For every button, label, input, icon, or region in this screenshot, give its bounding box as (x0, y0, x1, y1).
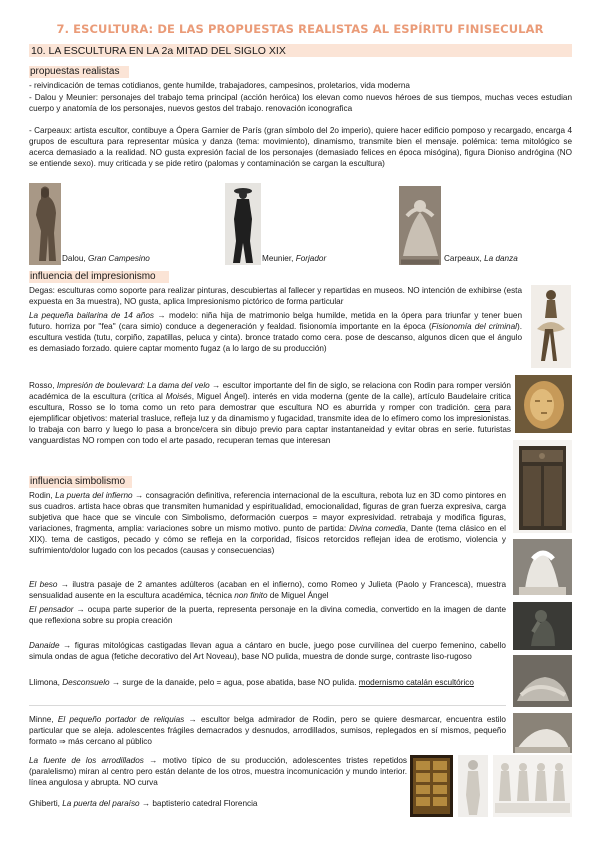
desconsuelo-image (513, 713, 572, 753)
dalou-image (29, 183, 61, 265)
degas-image (531, 285, 571, 368)
rodin-gate-image (513, 440, 572, 533)
realistas-p3: - Carpeaux: artista escultor, contibuye a Ópera Garnier de París (gran símbolo del 2o imperio), quiere hacer edificio pomposo y recargado, encarga 4 grupos de escultura para representar música y danza (tema: movimiento), dinamismo, transmite bien el mensaje. polémica: tema mitológico se acerca demasiado a la realidad. NO gusta expresión facial de los personajes (demasiado felices en época misógina), figura Dioniso andrógina (NO se entiende sexo). muy criticada y se pide retiro (palomas y contaminación se cargan la escultura) (29, 126, 572, 169)
page-title: 7. ESCULTURA: DE LAS PROPUESTAS REALISTAS AL ESPÍRITU FINISECULAR (56, 22, 544, 36)
el-beso-image (513, 539, 572, 595)
el-pensador-image (513, 602, 572, 650)
ghiberti-paragraph: Ghiberti, La puerta del paraíso → baptisterio catedral Florencia (29, 799, 258, 808)
section-title: 10. LA ESCULTURA EN LA 2a MITAD DEL SIGLO XIX (31, 45, 286, 57)
rosso-paragraph: Rosso, Impresión de boulevard: La dama del velo → escultor importante del fin de siglo, se relaciona con Rodin para romper versión académica de la escultura (crítica al Moisés, Miguel Ángel). interés en vida moderna (gente de la calle), artículo Baudelaire critica escultura, Rosso se lo toma como un reto para demostrar que escultura NO es aburrida y romper con tradición. cera para ejemplificar objetivos: material trasluce, refleja luz y da dinamismo y fugacidad, transmite idea de lo efímero como los impresionistas. lo trabaja con barro y luego lo pasa a bronce/cera sin dibujo previo para captar instantaneidad y evitar obras en serie. futuristas vanguardistas NO rompen con todo el arte pasado, recuperan temas que interesan (29, 381, 511, 446)
caption-dalou: Dalou, Gran Campesino (62, 254, 150, 263)
minne-portador-image (458, 755, 488, 817)
rodin-paragraph: Rodin, La puerta del infierno → consagración definitiva, referencia internacional de la escultura, rebota luz en 3D como pintores en sus cuadros. artista hace obras que transmiten humanidad y espiritualidad, emocionalidad, figuras de gran fuerza expresiva, carga subjetiva que hace que se vincule con Simbolismo, deformación cuerpos = mayor expresividad. retrabaja y modifica figuras, variaciones, fragmenta, amplia: variaciones sobre un mismo motivo. punto de partida: Divina comedia, Dante (tema clásico en el XIX). tema de castigos, pecado y cómo se refleja en la corporidad, físicos retorcidos reflejan idea de erotismo, violencia y sufrimiento/dolor lugado con los pecados (causas y consecuencias) (29, 491, 506, 556)
rosso-image (515, 375, 572, 433)
danaide-paragraph: Danaide → figuras mitológicas castigadas llevan agua a cántaro en bucle, juego pose curvilínea del cuerpo femenino, cabello simula ondas de agua (fetiche decorativo del Art Noveau), base NO pulida, muestra de donde surge, contraste liso-rugoso (29, 641, 506, 662)
realistas-p1: - reivindicación de temas cotidianos, gente humilde, trabajadores, campesinos, proletarios, vida moderna (29, 81, 410, 90)
fuente-arrodillados-image (493, 755, 572, 817)
caption-meunier: Meunier, Forjador (262, 254, 327, 263)
heading-simbolismo: influencia simbolismo (30, 476, 126, 487)
realistas-p2: - Dalou y Meunier: personajes del trabajo tema principal (acción heróica) los elevan como nuevos héroes de sus tiempos, muchas veces estudian cuerpo y anatomía de los personajes, nuevos gestos del trabajo. renovación iconografica (29, 93, 572, 114)
bailarina-paragraph: La pequeña bailarina de 14 años → modelo: niña hija de matrimonio belga humilde, metida en la ópera para triunfar y tener buen futuro. horriza por "fea" (cara simio) conduce a degeneración y fealdad. fisionomía importante en la época (Fisionomía del criminal). escultura vestida (tutu, corpiño, zapatillas, peluca y cinta). bronce tratado como cera. pose de descanso, algunos dicen que el ángulo es demasiado forzado. quiere captar momento fugaz (a lo largo de su producción) (29, 311, 522, 354)
heading-realistas: propuestas realistas (30, 66, 120, 77)
degas-paragraph: Degas: esculturas como soporte para realizar pinturas, descubiertas al fallecer y repartidas en museos. NO intención de exhibirse (esta expuesta en 3a muestra), NO gusta, aplica Impresionismo pictórico de forma particular (29, 286, 522, 307)
danaide-image (513, 655, 572, 707)
pensador-paragraph: El pensador → ocupa parte superior de la puerta, representa personaje en la divina comedia, convertido en la imagen de dante que reflexiona sobre su propia creación (29, 605, 507, 626)
divider (29, 705, 506, 706)
fuente-paragraph: La fuente de los arrodillados → motivo típico de su producción, adolescentes tristes repetidos (paralelismo) miran al centro pero están delante de los otros, muestra incomunicación y mundo interior. línea angulosa y abrupta. NO curva (29, 756, 407, 788)
caption-carpeaux: Carpeaux, La danza (444, 254, 518, 263)
minne-paragraph: Minne, El pequeño portador de reliquias → escultor belga admirador de Rodin, pero se quiere desmarcar, encuentra estilo particular que se aleja. adolescentes frágiles demacrados y desnudos, arrodillados, sumisos, replegados en sí mismos, pequeño formato ⇒ más cercano al público (29, 715, 506, 747)
beso-paragraph: El beso → ilustra pasaje de 2 amantes adúlteros (acaban en el infierno), como Romeo y Julieta (Paolo y Francesca), muestra sensualidad ausente en la escultura académica, técnica non finito de Miguel Ángel (29, 580, 506, 601)
ghiberti-door-image (410, 755, 453, 817)
llimona-paragraph: Llimona, Desconsuelo → surge de la danaide, pelo = agua, pose abatida, base NO pulida. modernismo catalán escultórico (29, 678, 474, 687)
carpeaux-image (399, 186, 441, 265)
meunier-image (225, 183, 261, 265)
heading-impresionismo: influencia del impresionismo (30, 271, 156, 282)
